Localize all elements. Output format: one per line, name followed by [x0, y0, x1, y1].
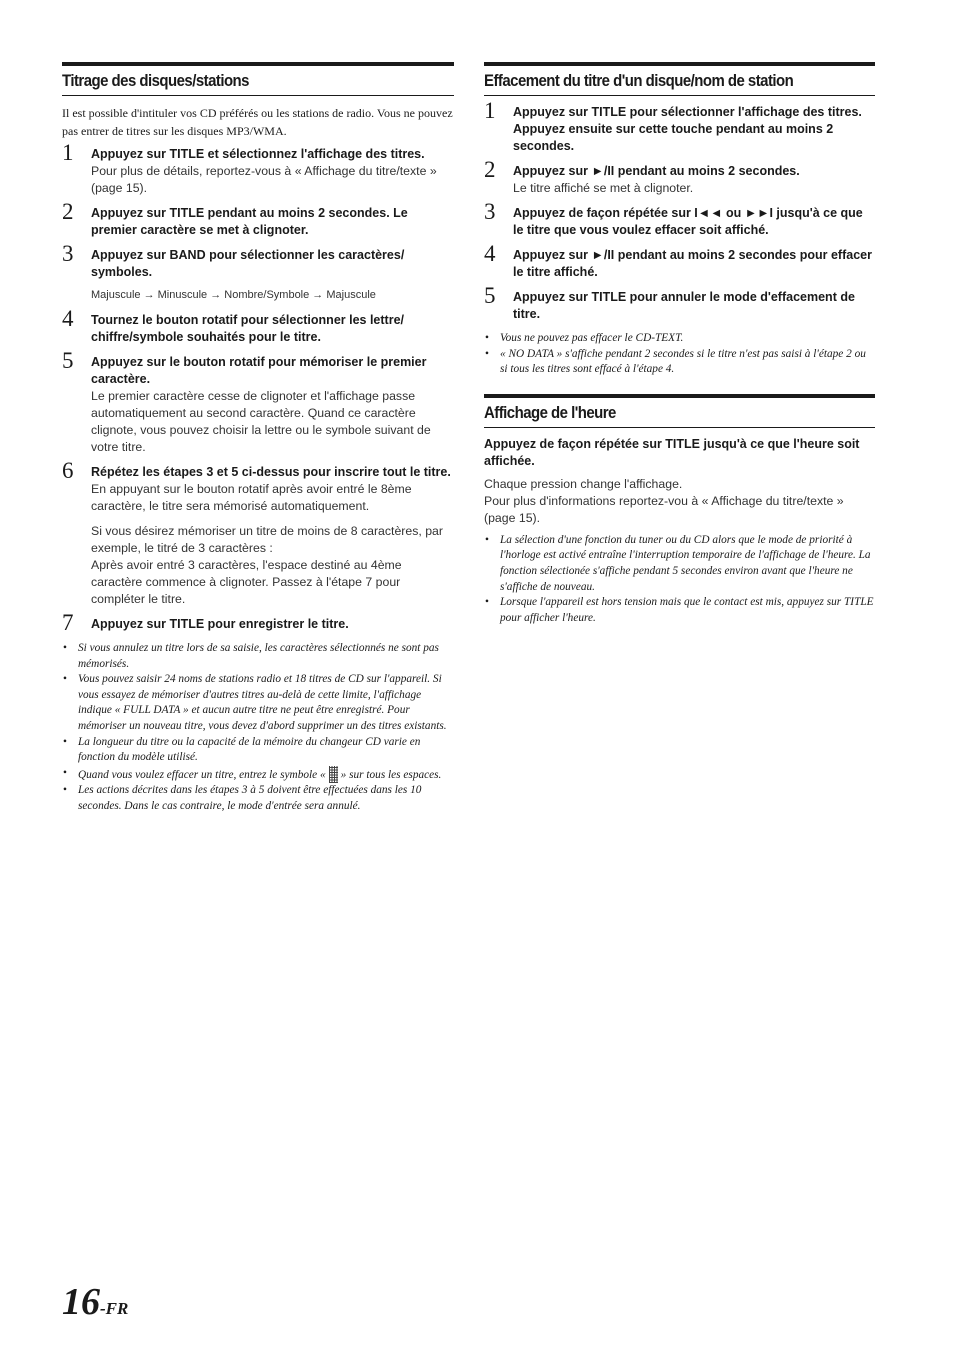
- note-item: • Vous pouvez saisir 24 noms de stations radio et 18 titres de CD sur l'appareil. Si vous essayez de mémoriser d'autres titres au-delà de cette limite, l'affichage indique « FULL DATA » et aucun autre titre ne peut être enregistré. Pour mémoriser un nouveau titre, vous devez d'abord supprimer un des titres existants.: [62, 672, 454, 734]
- body-text: Pour plus d'informations reportez-vou à « Affichage du titre/texte » (page 15).: [484, 493, 844, 525]
- step-number: 2: [62, 199, 74, 224]
- page-language-suffix: -FR: [100, 1299, 129, 1318]
- page-number-value: 16: [62, 1281, 100, 1323]
- intro-paragraph: Il est possible d'intituler vos CD préférés ou les stations de radio. Vous ne pouvez pas entrer de titres sur les disques MP3/WMA.: [62, 106, 453, 138]
- step-number: 2: [484, 157, 496, 182]
- step-5: [484, 283, 875, 323]
- note-text-before: Quand vous voulez effacer un titre, entrez le symbole «: [78, 768, 326, 781]
- section-title: Affichage de l'heure: [484, 402, 616, 422]
- step-1: [62, 140, 454, 197]
- step-instruction: Appuyez sur TITLE pour enregistrer le titre.: [91, 617, 349, 631]
- step-7: [62, 610, 454, 635]
- step-instruction: Appuyez sur ►/II pendant au moins 2 secondes.: [513, 164, 800, 178]
- step-instruction: Appuyez sur TITLE et sélectionnez l'affichage des titres.: [91, 147, 425, 161]
- section-header: [62, 62, 454, 96]
- step-detail: Pour plus de détails, reportez-vous à « Affichage du titre/texte » (page 15).: [91, 164, 437, 195]
- step-number: 3: [62, 241, 74, 266]
- step-instruction: Tournez le bouton rotatif pour sélectionner les lettre/ chiffre/symbole souhaités pour le titre.: [91, 313, 404, 344]
- step-number: 1: [484, 98, 496, 123]
- note-item: • Lorsque l'appareil est hors tension mais que le contact est mis, appuyez sur TITLE pour afficher l'heure.: [484, 595, 875, 626]
- note-text-after: » sur tous les espaces.: [340, 768, 442, 781]
- section-header: [484, 62, 875, 96]
- step-number: 1: [62, 140, 74, 165]
- note-item: • « NO DATA » s'affiche pendant 2 secondes si le titre n'est pas saisi à l'étape 2 ou si tous les titres sont effacé à l'étape 4.: [484, 347, 875, 378]
- step-number: 4: [62, 306, 74, 331]
- left-column: [62, 62, 454, 815]
- notes-list: [484, 331, 875, 378]
- step-4: [62, 306, 454, 346]
- body-text: Chaque pression change l'affichage.: [484, 476, 683, 491]
- step-2: [62, 199, 454, 239]
- right-column: [484, 62, 875, 626]
- step-number: 6: [62, 458, 74, 483]
- note-item: • Les actions décrites dans les étapes 3 à 5 doivent être effectuées dans les 10 secondes. Dans le cas contraire, le mode d'entrée sera annulé.: [62, 783, 454, 814]
- step-number: 7: [62, 610, 74, 635]
- note-item: [62, 766, 454, 784]
- note-item: • La longueur du titre ou la capacité de la mémoire du changeur CD varie en fonction du modèle utilisé.: [62, 735, 454, 766]
- step-instruction: Appuyez sur TITLE pour annuler le mode d'effacement de titre.: [513, 290, 855, 321]
- section-title: Effacement du titre d'un disque/nom de station: [484, 71, 794, 90]
- step-3: [62, 241, 454, 304]
- step-detail: Le titre affiché se met à clignoter.: [513, 181, 694, 195]
- step-instruction: Appuyez sur BAND pour sélectionner les caractères/ symboles.: [91, 248, 405, 279]
- step-detail-example: Si vous désirez mémoriser un titre de moins de 8 caractères, par exemple, le titré de 3 caractères :: [91, 524, 443, 555]
- step-3: [484, 199, 875, 239]
- note-item: • Vous ne pouvez pas effacer le CD-TEXT.: [484, 331, 875, 347]
- notes-list: [62, 641, 454, 815]
- step-instruction: Appuyez sur TITLE pendant au moins 2 secondes. Le premier caractère se met à clignoter.: [91, 206, 408, 237]
- step-6: [62, 458, 454, 608]
- case-cycle-sequence: Majuscule → Minuscule → Nombre/Symbole → Majuscule: [91, 289, 376, 301]
- page-number: [62, 1280, 128, 1324]
- step-5: [62, 348, 454, 456]
- step-detail: En appuyant sur le bouton rotatif après avoir entré le 8ème caractère, le titre sera mémorisé automatiquement.: [91, 482, 412, 513]
- step-1: [484, 98, 875, 155]
- step-instruction: Appuyez sur ►/II pendant au moins 2 secondes pour effacer le titre affiché.: [513, 248, 872, 279]
- step-2: [484, 157, 875, 197]
- step-number: 3: [484, 199, 496, 224]
- step-detail: Le premier caractère cesse de clignoter et l'affichage passe automatiquement au second caractère. Quand ce caractère clignote, vous pouvez choisir la lettre ou le symbole suivant de votre titre.: [91, 389, 431, 454]
- step-instruction: Appuyez sur le bouton rotatif pour mémoriser le premier caractère.: [91, 355, 427, 386]
- step-detail-example-continued: Après avoir entré 3 caractères, l'espace destiné au 4ème caractère commence à clignoter. Passez à l'étape 7 pour compléter le titre.: [91, 558, 402, 606]
- step-number: 5: [484, 283, 496, 308]
- step-number: 4: [484, 241, 496, 266]
- step-4: [484, 241, 875, 281]
- note-item: • Si vous annulez un titre lors de sa saisie, les caractères sélectionnés ne sont pas mémorisés.: [62, 641, 454, 672]
- space-symbol-icon: [329, 766, 338, 783]
- notes-list: [484, 533, 875, 627]
- clock-instruction: Appuyez de façon répétée sur TITLE jusqu'à ce que l'heure soit affichée.: [484, 436, 860, 468]
- section-header: [484, 394, 875, 428]
- note-item: • La sélection d'une fonction du tuner ou du CD alors que le mode de priorité à l'horloge est activé entraîne l'interruption temporaire de l'affichage de l'heure. La fonction sélectionée s'affiche pendant 5 secondes environ avant que l'heure ne s'affiche de nouveau.: [484, 533, 875, 595]
- step-instruction: Appuyez de façon répétée sur I◄◄ ou ►►I jusqu'à ce que le titre que vous voulez effacer soit affiché.: [513, 206, 863, 237]
- section-title: Titrage des disques/stations: [62, 71, 249, 90]
- step-instruction: Répétez les étapes 3 et 5 ci-dessus pour inscrire tout le titre.: [91, 465, 451, 479]
- step-instruction: Appuyez sur TITLE pour sélectionner l'affichage des titres. Appuyez ensuite sur cette touche pendant au moins 2 secondes.: [513, 105, 862, 153]
- step-number: 5: [62, 348, 74, 373]
